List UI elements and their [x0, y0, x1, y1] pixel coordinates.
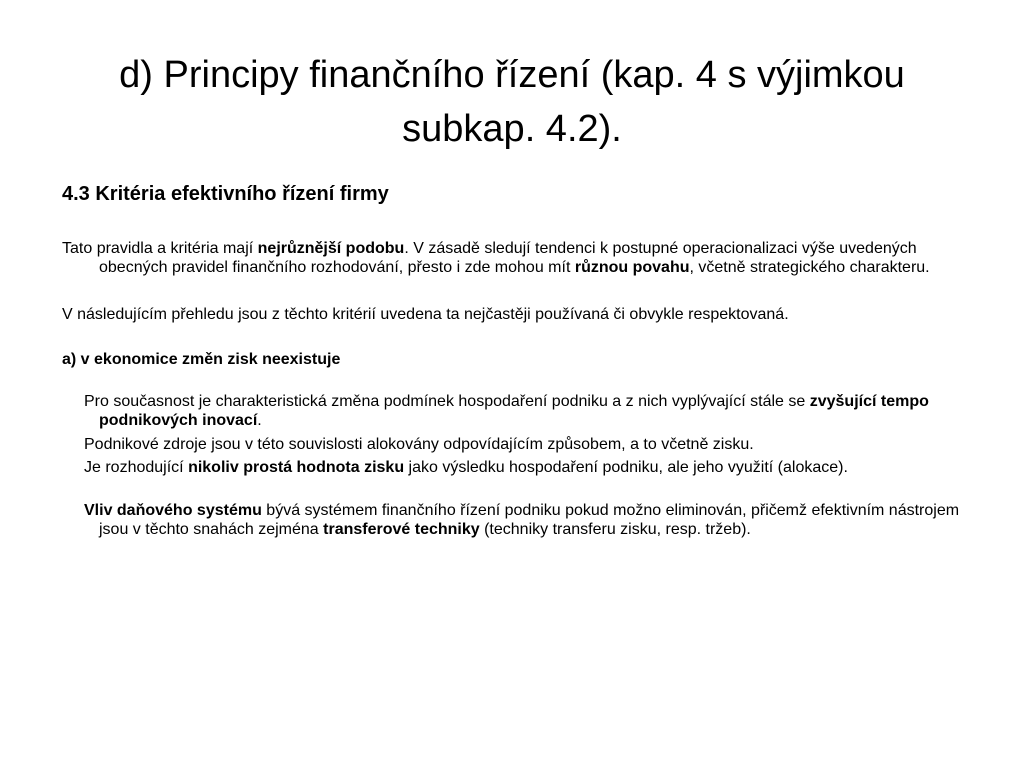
- section-heading: 4.3 Kritéria efektivního řízení firmy: [62, 183, 389, 205]
- slide-title: [60, 48, 964, 156]
- paragraph-text: Je rozhodující: [84, 459, 189, 476]
- paragraph-overview-intro: [62, 305, 962, 324]
- slide-content: [62, 180, 962, 539]
- paragraph-text: . V zásadě sledují tendenci k postupné operacionalizaci výše uvedených obecných pravidel finančního rozhodování, přesto i zde mohou mít: [99, 240, 917, 276]
- paragraph-tax-system: [84, 501, 962, 539]
- emphasis-text: zvyšující tempo podnikových inovací: [99, 393, 929, 429]
- paragraph-text: , včetně strategického charakteru.: [689, 259, 930, 276]
- paragraph-text: jako výsledku hospodaření podniku, ale jeho využití (alokace).: [404, 459, 848, 476]
- emphasis-text: různou povahu: [574, 259, 690, 276]
- paragraph-text: bývá systémem finančního řízení podniku pokud možno eliminován, přičemž efektivním nástrojem jsou v těchto snahách zejména: [99, 502, 960, 538]
- emphasis-text: Vliv daňového systému: [84, 502, 262, 519]
- paragraph-text: Podnikové zdroje jsou v této souvislosti alokovány odpovídajícím způsobem, a to včetně zisku.: [84, 436, 754, 453]
- paragraph-profit-allocation: [84, 458, 962, 477]
- emphasis-text: nikoliv prostá hodnota zisku: [188, 459, 405, 476]
- emphasis-text: transferové techniky: [323, 521, 480, 538]
- paragraph-innovation: [84, 392, 962, 430]
- paragraph-rules-variety: [62, 239, 962, 277]
- paragraph-resources: [84, 435, 962, 454]
- slide-title-line-1: d) Principy finančního řízení (kap. 4 s výjimkou: [119, 54, 905, 96]
- paragraph-text: V následujícím přehledu jsou z těchto kritérií uvedena ta nejčastěji používaná či obvykle respektovaná.: [62, 306, 789, 323]
- slide-title-line-2: subkap. 4.2).: [402, 108, 622, 150]
- subheading-profit: a) v ekonomice změn zisk neexistuje: [62, 351, 341, 368]
- paragraph-text: Tato pravidla a kritéria mají: [62, 240, 258, 257]
- paragraph-text: (techniky transferu zisku, resp. tržeb).: [479, 521, 751, 538]
- emphasis-text: nejrůznější podobu: [257, 240, 405, 257]
- paragraph-text: .: [257, 412, 262, 429]
- paragraph-text: Pro současnost je charakteristická změna podmínek hospodaření podniku a z nich vyplývající stále se: [84, 393, 810, 410]
